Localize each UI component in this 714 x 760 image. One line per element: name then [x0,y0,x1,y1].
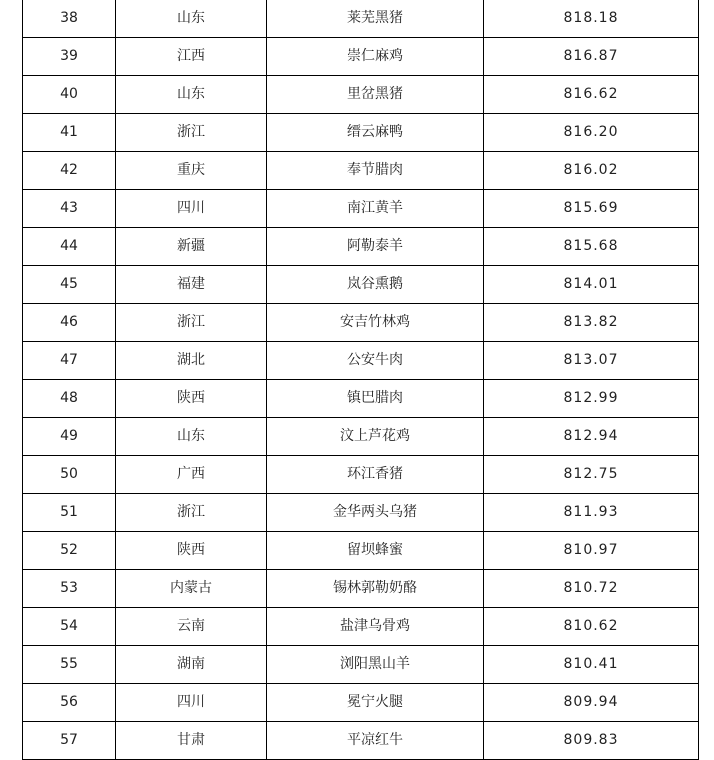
product-name-cell: 冕宁火腿 [267,684,484,722]
province-cell: 湖南 [116,646,267,684]
score-cell: 812.75 [484,456,699,494]
product-name-cell: 阿勒泰羊 [267,228,484,266]
table-row [23,418,699,456]
table-row [23,0,699,38]
product-name-cell: 平凉红牛 [267,722,484,760]
table-row [23,342,699,380]
province-cell: 陕西 [116,380,267,418]
product-name-cell: 南江黄羊 [267,190,484,228]
product-name-cell: 里岔黑猪 [267,76,484,114]
ranking-table [22,0,699,760]
product-name-cell: 安吉竹林鸡 [267,304,484,342]
rank-cell: 55 [23,646,116,684]
rank-cell: 50 [23,456,116,494]
province-cell: 浙江 [116,114,267,152]
province-cell: 广西 [116,456,267,494]
product-name-cell: 缙云麻鸭 [267,114,484,152]
score-cell: 810.41 [484,646,699,684]
rank-cell: 54 [23,608,116,646]
province-cell: 四川 [116,190,267,228]
rank-cell: 45 [23,266,116,304]
table-row [23,76,699,114]
table-row [23,114,699,152]
province-cell: 浙江 [116,304,267,342]
table-row [23,684,699,722]
table-row [23,608,699,646]
product-name-cell: 锡林郭勒奶酪 [267,570,484,608]
score-cell: 816.87 [484,38,699,76]
score-cell: 818.18 [484,0,699,38]
rank-cell: 48 [23,380,116,418]
rank-cell: 41 [23,114,116,152]
table-row [23,646,699,684]
rank-cell: 49 [23,418,116,456]
product-name-cell: 莱芜黑猪 [267,0,484,38]
rank-cell: 38 [23,0,116,38]
rank-cell: 39 [23,38,116,76]
score-cell: 813.07 [484,342,699,380]
score-cell: 815.69 [484,190,699,228]
score-cell: 809.94 [484,684,699,722]
province-cell: 新疆 [116,228,267,266]
province-cell: 山东 [116,418,267,456]
rank-cell: 52 [23,532,116,570]
table-row [23,722,699,760]
province-cell: 甘肃 [116,722,267,760]
score-cell: 809.83 [484,722,699,760]
score-cell: 816.02 [484,152,699,190]
province-cell: 湖北 [116,342,267,380]
product-name-cell: 留坝蜂蜜 [267,532,484,570]
product-name-cell: 浏阳黑山羊 [267,646,484,684]
product-name-cell: 镇巴腊肉 [267,380,484,418]
rank-cell: 43 [23,190,116,228]
table-row [23,190,699,228]
table-row [23,532,699,570]
product-name-cell: 奉节腊肉 [267,152,484,190]
rank-cell: 51 [23,494,116,532]
score-cell: 812.99 [484,380,699,418]
product-name-cell: 金华两头乌猪 [267,494,484,532]
score-cell: 810.62 [484,608,699,646]
table-row [23,266,699,304]
table-row [23,494,699,532]
province-cell: 福建 [116,266,267,304]
score-cell: 815.68 [484,228,699,266]
rank-cell: 53 [23,570,116,608]
rank-cell: 56 [23,684,116,722]
province-cell: 四川 [116,684,267,722]
table-row [23,228,699,266]
province-cell: 云南 [116,608,267,646]
score-cell: 811.93 [484,494,699,532]
score-cell: 810.97 [484,532,699,570]
table-row [23,380,699,418]
product-name-cell: 汶上芦花鸡 [267,418,484,456]
score-cell: 812.94 [484,418,699,456]
rank-cell: 57 [23,722,116,760]
province-cell: 山东 [116,76,267,114]
score-cell: 813.82 [484,304,699,342]
rank-cell: 44 [23,228,116,266]
rank-cell: 42 [23,152,116,190]
product-name-cell: 岚谷熏鹅 [267,266,484,304]
rank-cell: 46 [23,304,116,342]
score-cell: 816.62 [484,76,699,114]
score-cell: 814.01 [484,266,699,304]
province-cell: 重庆 [116,152,267,190]
product-name-cell: 盐津乌骨鸡 [267,608,484,646]
province-cell: 山东 [116,0,267,38]
product-name-cell: 公安牛肉 [267,342,484,380]
ranking-table-body [23,0,699,760]
table-row [23,570,699,608]
province-cell: 陕西 [116,532,267,570]
province-cell: 浙江 [116,494,267,532]
product-name-cell: 崇仁麻鸡 [267,38,484,76]
rank-cell: 47 [23,342,116,380]
table-row [23,304,699,342]
product-name-cell: 环江香猪 [267,456,484,494]
score-cell: 816.20 [484,114,699,152]
table-row [23,456,699,494]
rank-cell: 40 [23,76,116,114]
province-cell: 江西 [116,38,267,76]
score-cell: 810.72 [484,570,699,608]
table-row [23,152,699,190]
table-row [23,38,699,76]
province-cell: 内蒙古 [116,570,267,608]
